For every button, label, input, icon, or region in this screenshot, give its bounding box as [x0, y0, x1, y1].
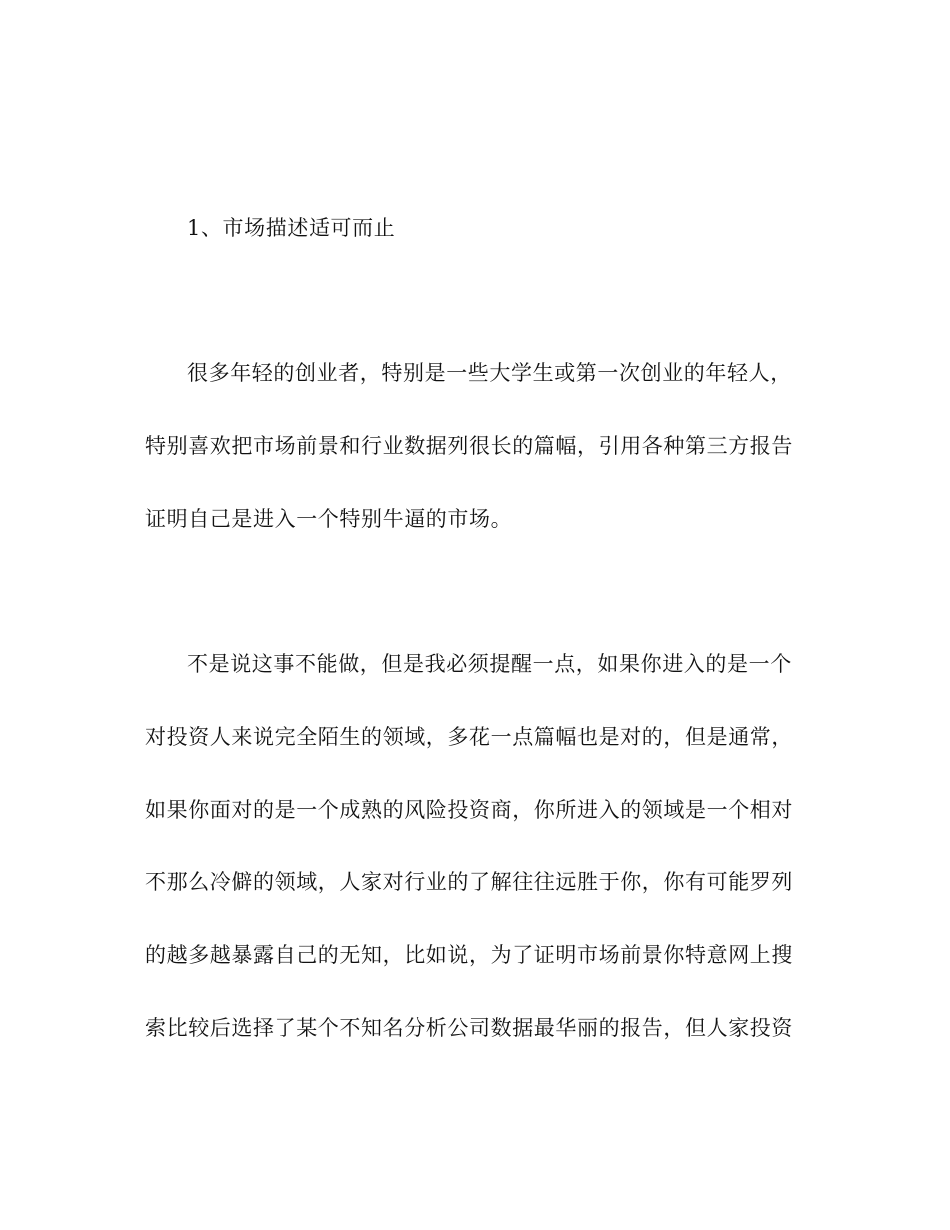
- paragraph-line: 不那么冷僻的领域，人家对行业的了解往往远胜于你，你有可能罗列: [145, 870, 793, 894]
- paragraph-line: 特别喜欢把市场前景和行业数据列很长的篇幅，引用各种第三方报告: [145, 434, 793, 458]
- paragraph-line: 对投资人来说完全陌生的领域，多花一点篇幅也是对的，但是通常，: [145, 725, 793, 749]
- section-heading: 1、市场描述适可而止: [187, 216, 396, 240]
- paragraph-line: 很多年轻的创业者，特别是一些大学生或第一次创业的年轻人，: [187, 361, 792, 385]
- paragraph-line: 不是说这事不能做，但是我必须提醒一点，如果你进入的是一个: [187, 652, 792, 676]
- paragraph-line: 的越多越暴露自己的无知，比如说，为了证明市场前景你特意网上搜: [145, 943, 793, 967]
- paragraph-line: 证明自己是进入一个特别牛逼的市场。: [145, 507, 513, 531]
- paragraph-line: 如果你面对的是一个成熟的风险投资商，你所进入的领域是一个相对: [145, 798, 793, 822]
- paragraph-line: 索比较后选择了某个不知名分析公司数据最华丽的报告，但人家投资: [145, 1016, 793, 1040]
